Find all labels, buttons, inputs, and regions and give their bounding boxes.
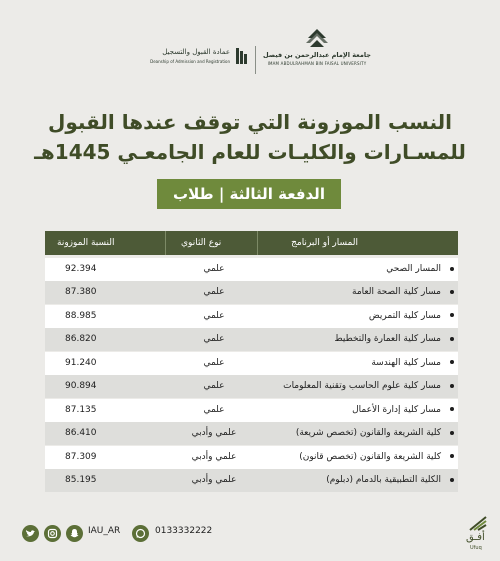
table-row xyxy=(45,446,458,469)
school-type: علمي وأدبي xyxy=(191,428,237,439)
table-row xyxy=(45,328,458,351)
university-logo-icon xyxy=(304,26,330,48)
table-row xyxy=(45,352,458,375)
instagram-icon[interactable] xyxy=(44,525,61,542)
ufuq-logo-icon xyxy=(468,514,488,532)
weighted-score: 87.380 xyxy=(65,287,97,298)
university-logo xyxy=(262,26,372,72)
bullet-icon xyxy=(450,478,454,482)
school-type: علمي وأدبي xyxy=(191,451,237,462)
university-name-ar: جامعة الإمام عبدالرحمن بن فيصل xyxy=(263,51,371,59)
header-type: نوع الثانوي xyxy=(181,238,222,248)
school-type: علمي xyxy=(203,287,225,298)
bullet-icon xyxy=(450,290,454,294)
table-row xyxy=(45,422,458,445)
program-name: مسار كلية العمارة والتخطيط xyxy=(334,334,441,345)
brand-name-en: Ufuq xyxy=(470,545,482,551)
deanship-logo xyxy=(132,46,250,76)
bullet-icon xyxy=(450,384,454,388)
page-title-line2: للمسـارات والكليـات للعام الجامعـي 1445هـ xyxy=(34,140,466,164)
bullet-icon xyxy=(450,337,454,341)
program-name: الكلية التطبيقية بالدمام (دبلوم) xyxy=(326,475,441,486)
table-row xyxy=(45,375,458,398)
school-type: علمي xyxy=(203,334,225,345)
weighted-score: 87.135 xyxy=(65,404,97,415)
header-divider xyxy=(165,231,166,255)
weighted-score: 91.240 xyxy=(65,357,97,368)
bullet-icon xyxy=(450,360,454,364)
bullet-icon xyxy=(450,407,454,411)
phone-number[interactable]: 0133332222 xyxy=(155,526,213,536)
table-row xyxy=(45,399,458,422)
weighted-score: 87.309 xyxy=(65,451,97,462)
program-name: كلية الشريعة والقانون (تخصص شريعة) xyxy=(295,428,441,439)
weighted-score: 88.985 xyxy=(65,310,97,321)
table-row xyxy=(45,281,458,304)
social-handle[interactable]: IAU_AR xyxy=(88,526,121,536)
school-type: علمي xyxy=(203,357,225,368)
weighted-score: 92.394 xyxy=(65,264,97,274)
table-header xyxy=(45,231,458,255)
weighted-score: 85.195 xyxy=(65,475,97,486)
university-name-en: IMAM ABDULRAHMAN BIN FAISAL UNIVERSITY xyxy=(267,61,367,66)
table-row xyxy=(45,305,458,328)
brand-name-ar: أفـق xyxy=(466,532,485,543)
school-type: علمي xyxy=(203,264,225,274)
weighted-score: 90.894 xyxy=(65,381,97,392)
batch-badge: الدفعة الثالثة | طلاب xyxy=(157,179,341,209)
deanship-name-ar: عمادة القبول والتسجيل xyxy=(162,48,230,56)
whatsapp-icon[interactable] xyxy=(132,525,149,542)
program-name: مسار كلية علوم الحاسب وتقنية المعلومات xyxy=(283,381,441,392)
program-name: مسار كلية الهندسة xyxy=(371,357,441,368)
header-divider xyxy=(257,231,258,255)
program-name: مسار كلية إدارة الأعمال xyxy=(352,404,441,415)
snapchat-icon[interactable] xyxy=(66,525,83,542)
program-name: المسار الصحي xyxy=(386,264,441,274)
program-name: مسار كلية التمريض xyxy=(368,310,441,321)
school-type: علمي xyxy=(203,381,225,392)
footer xyxy=(0,522,500,552)
weighted-score: 86.410 xyxy=(65,428,97,439)
school-type: علمي xyxy=(203,404,225,415)
table-body xyxy=(45,258,458,493)
deanship-logo-icon xyxy=(234,47,248,65)
page-title-line1: النسب الموزونة التي توقف عندها القبول xyxy=(47,110,453,134)
header-program: المسار أو البرنامج xyxy=(291,238,358,248)
bullet-icon xyxy=(450,313,454,317)
program-name: مسار كلية الصحة العامة xyxy=(352,287,441,298)
table-row xyxy=(45,469,458,492)
weighted-score: 86.820 xyxy=(65,334,97,345)
bullet-icon xyxy=(450,454,454,458)
school-type: علمي xyxy=(203,310,225,321)
header-score: النسبة الموزونة xyxy=(57,238,115,248)
program-name: كلية الشريعة والقانون (تخصص قانون) xyxy=(299,451,441,462)
deanship-name-en: Deanship of Admission and Registration xyxy=(150,59,230,64)
twitter-icon[interactable] xyxy=(22,525,39,542)
bullet-icon xyxy=(450,431,454,435)
bullet-icon xyxy=(450,267,454,271)
table-row xyxy=(45,258,458,281)
header xyxy=(0,18,500,78)
school-type: علمي وأدبي xyxy=(191,475,237,486)
header-divider xyxy=(255,46,256,74)
ufuq-logo xyxy=(448,514,492,554)
